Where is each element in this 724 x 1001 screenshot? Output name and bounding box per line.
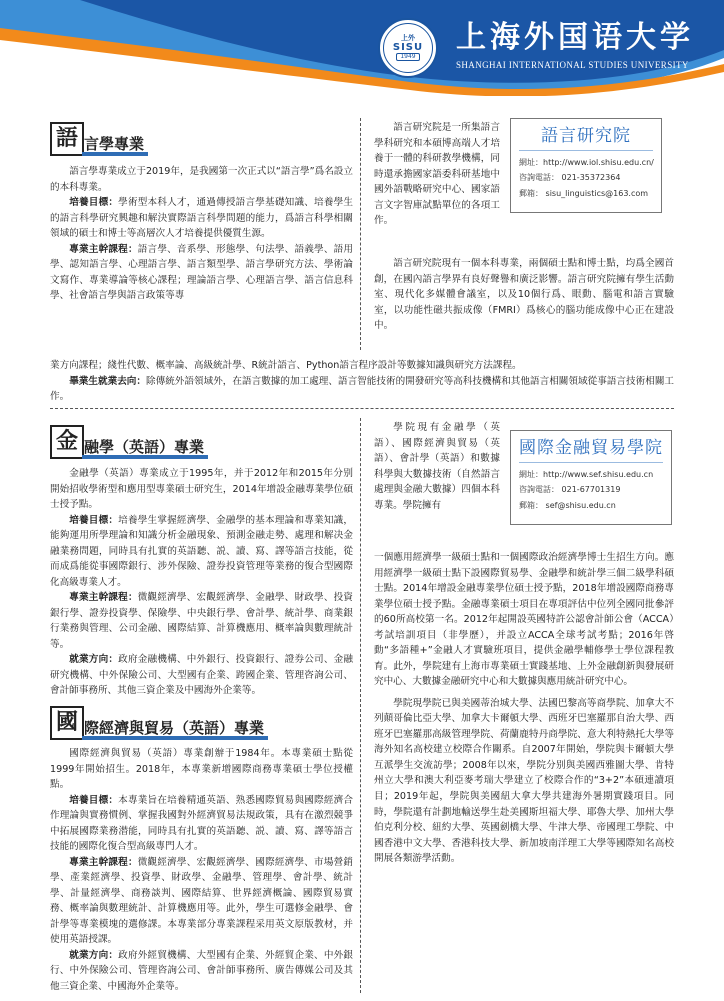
university-name-en: SHANGHAI INTERNATIONAL STUDIES UNIVERSITY (456, 60, 689, 70)
linguistics-goal-text: 學術型本科人才，通過傳授語言學基礎知識、培養學生的語言科學研究興趣和解決實際語言科學問題的能力，爲語言科學相關領域的碩士和博士等高層次人才培養提供優質生源。 (50, 197, 354, 240)
trade-goal (50, 793, 353, 855)
linguistics-intro: 語言學專業成立于2019年，是我國第一次正式以“語言學”爲名設立的本科專業。 (50, 166, 353, 193)
header-banner (0, 0, 724, 96)
trade-courses-label: 專業主幹課程： (69, 856, 138, 868)
linguistics-card-email[interactable]: 郵箱： sisu_linguistics@163.com (519, 188, 649, 198)
trade-goal-text: 本專業旨在培養精通英語、熟悉國際貿易與國際經濟合作理論與實務慣例、掌握我國對外經濟貿易法規政策，具有在激烈競爭中拓展國際業務潜能，同時具有扎實的英語聽、説、讀、寫、譯等語言技能的國際化復合型高級專門人才。 (50, 794, 354, 853)
finance-heading-char: 金 (50, 425, 84, 459)
finance-heading (50, 425, 208, 459)
linguistics-courses-continued: 業方向課程；綫性代數、概率論、高級統計學、R統計語言、Python語言程序設計等數據知識與研究方法課程。 (50, 360, 522, 371)
linguistics-courses-text: 語言學、音系學、形態學、句法學、語義學、語用學、認知語言學、心理語言學、語言類型學、語言學研究方法、學術論文寫作、專業導論等核心課程；理論語言學、心理語言學、語言信息科學、社會語言學與語言政策等專 (50, 243, 354, 302)
finance-career-text: 政府金融機構、中外銀行、投資銀行、證券公司、金融研究機構、中外保險公司、大型國有企業、跨國企業、管理咨詢公司、會計師事務所、其他三資企業及中國海外企業等。 (50, 654, 354, 697)
finance-left-text (50, 466, 353, 699)
linguistics-card-website[interactable]: 網址：http://www.iol.shisu.edu.cn/ (519, 158, 654, 168)
linguistics-divider (360, 118, 361, 350)
section-divider (50, 408, 674, 409)
linguistics-goal (50, 195, 353, 242)
seal-top-text: 上外 (401, 34, 415, 42)
school-card (510, 430, 672, 525)
trade-career-text: 政府外經貿機構、大型國有企業、外經貿企業、中外銀行、中外保險公司、管理咨詢公司、會計師事務所、廣告傳媒公司及其他三資企業、中國海外企業等。 (50, 949, 354, 992)
school-card-title: 國際金融貿易學院 (519, 435, 663, 463)
trade-heading-title: 際經濟與貿易（英語）專業 (82, 721, 268, 740)
finance-divider (360, 418, 361, 993)
linguistics-goal-label: 培養目標： (69, 197, 119, 209)
school-card-website[interactable]: 網址：http://www.sef.shisu.edu.cn (519, 470, 654, 480)
finance-career (50, 652, 353, 699)
linguistics-courses-label: 專業主幹課程： (69, 243, 138, 255)
linguistics-heading (50, 122, 148, 156)
linguistics-institute-intro: 語言研究院是一所集語言學科研究和本碩博高端人才培養于一體的科研教學機構，同時還承擔國家語委科研基地中國外語戰略研究中心、國家語言文字智庫試點單位的各項工作。 (374, 122, 500, 227)
finance-heading-title: 融學（英語）專業 (82, 440, 208, 459)
trade-heading (50, 706, 268, 740)
linguistics-courses (50, 242, 353, 304)
finance-goal-label: 培養目標： (69, 514, 119, 526)
finance-courses (50, 590, 353, 652)
linguistics-full-width (50, 358, 674, 405)
finance-intro: 金融學（英語）專業成立于1995年，并于2012年和2015年分别開始招收學術型和應用型專業碩士研究生，2014年增設金融專業學位碩士授予點。 (50, 468, 353, 511)
finance-goal (50, 513, 353, 591)
trade-goal-label: 培養目標： (69, 794, 119, 806)
finance-courses-text: 微觀經濟學、宏觀經濟學、金融學、財政學、投資銀行學、證券投資學、保險學、中央銀行學、會計學、統計學、商業銀行業務與管理、公司金融、國際結算、計算機應用、概率論與數理統計等。 (50, 592, 354, 650)
school-intro: 學院現有金融學（英語）、國際經濟與貿易（英語）、會計學（英語）和數據科學與大數據技術（自然語言處理與金融大數據）四個本科專業。學院擁有 (374, 422, 500, 511)
finance-goal-text: 培養學生掌握經濟學、金融學的基本理論和專業知識，能夠運用所學理論和知識分析金融現象、預測金融走勢、處理和解决金融業務問題，同時具有扎實的英語聽、説、讀、寫、譯等語言技能，從而成爲能從事國際銀行、涉外保險、證券投資管理等業務的復合型國際化高級專業人才。 (50, 514, 354, 588)
school-card-email[interactable]: 郵箱： sef@shisu.edu.cn (519, 500, 616, 510)
linguistics-career-text: 除傳統外語領域外，在語言數據的加工處理、語言智能技術的開發研究等高科技機構和其他語言相關領域從事語言技術相關工作。 (50, 375, 675, 403)
seal-year: 1949 (396, 53, 419, 61)
linguistics-heading-title: 言學專業 (82, 137, 148, 156)
school-international: 學院現學院已與美國蒂治城大學、法國巴黎高等商學院、加拿大不列顛哥倫比亞大學、加拿大卡爾頓大學、西班牙巴塞羅那自治大學、西班牙巴塞羅那高級管理學院、荷蘭鹿特丹商學院、意大利特熱托大學等海外知名高校建立校際合作關系。自2007年開始，學院與卡爾頓大學互派學生交流訪學；2008年以來，學院分别與美國西雅圖大學、肯特州立大學和澳大利亞麥考瑞大學建立了校際合作的“3+2”本碩連讀項目；2019年起，學院與美國紐大拿大學共建海外暑期實踐項目。同時，學院還有計劃地輸送學生赴美國斯坦福大學、耶魯大學、加州大學伯克利分校、紐約大學、英國劍橋大學、牛津大學、帝國理工學院、中國香港中文大學、香港科技大學、新加坡南洋理工大學等國際知名高校開展各類游學活動。 (374, 697, 674, 865)
trade-courses-text: 微觀經濟學、宏觀經濟學、國際經濟學、市場營銷學、產業經濟學、投資學、財政學、金融學、管理學、會計學、統計學、計量經濟學、商務談判、國際結算、世界經濟概論、國際貿易實務、概率論與數理統計、計算機應用等。此外，學生可選修金融學、會計學等專業模塊的選修課。本專業部分專業課程采用英文原版教材，并使用英語授課。 (50, 856, 354, 946)
trade-left-text (50, 746, 353, 995)
linguistics-card-title: 語言研究院 (519, 123, 653, 151)
linguistics-institute-card (510, 118, 662, 213)
school-degrees: 一個應用經濟學一級碩士點和一個國際政治經濟學博士生招生方向。應用經濟學一級碩士點下設國際貿易學、金融學和統計學三個二級學科碩士點。2014年增設金融專業學位碩士授予點，2018年增設國際商務專業學位碩士授予點。金融專業碩士項目在專項評估中位列全國同批參評的60所高校第一名。2012年起開設英國特許公認會計師公會（ACCA）考試培訓項目（非學歷），并設立ACCA全球考試考點；2016年啓動“多語種+”金融人才實驗班項目，提供金融學輔修學士學位課程教育。此外，學院建有上海市專業碩士實踐基地、上外金融創新與發展研究中心、大數據金融研究中心和大數據與應用統計研究中心。 (374, 552, 674, 688)
linguistics-institute-detail: 語言研究院現有一個本科專業，兩個碩士點和博士點，均爲全國首創，在國內語言學界有良好聲譽和廣泛影響。語言研究院擁有學生活動室、現代化多媒體會議室，以及10個行爲、眼動、腦電和語言實驗室，以功能性磁共振成像（FMRI）爲核心的腦功能成像中心正在建設中。 (374, 258, 674, 332)
trade-heading-char: 國 (50, 706, 84, 740)
linguistics-right-bottom (374, 256, 674, 334)
university-seal-logo (378, 18, 438, 78)
linguistics-card-phone: 咨詢電話： 021-35372364 (519, 173, 621, 183)
linguistics-career (50, 374, 674, 405)
linguistics-right-top (374, 120, 500, 229)
school-card-phone: 咨詢電話： 021-67701319 (519, 485, 621, 495)
trade-career-label: 就業方向： (69, 949, 119, 961)
trade-intro: 國際經濟與貿易（英語）專業創辦于1984年。本專業碩士點從1999年開始招生。2018年，本專業新增國際商務專業碩士學位授權點。 (50, 748, 353, 791)
seal-mid-text: SISU (392, 42, 424, 53)
linguistics-heading-char: 語 (50, 122, 84, 156)
linguistics-career-label: 畢業生就業去向： (69, 375, 146, 387)
trade-courses (50, 855, 353, 948)
linguistics-left-text (50, 164, 353, 304)
finance-career-label: 就業方向： (69, 654, 119, 666)
finance-courses-label: 專業主幹課程： (69, 592, 138, 604)
school-right-top (374, 420, 500, 513)
trade-career (50, 948, 353, 995)
university-name-cn: 上海外国语大学 (456, 20, 694, 55)
school-right-bottom (374, 550, 674, 867)
